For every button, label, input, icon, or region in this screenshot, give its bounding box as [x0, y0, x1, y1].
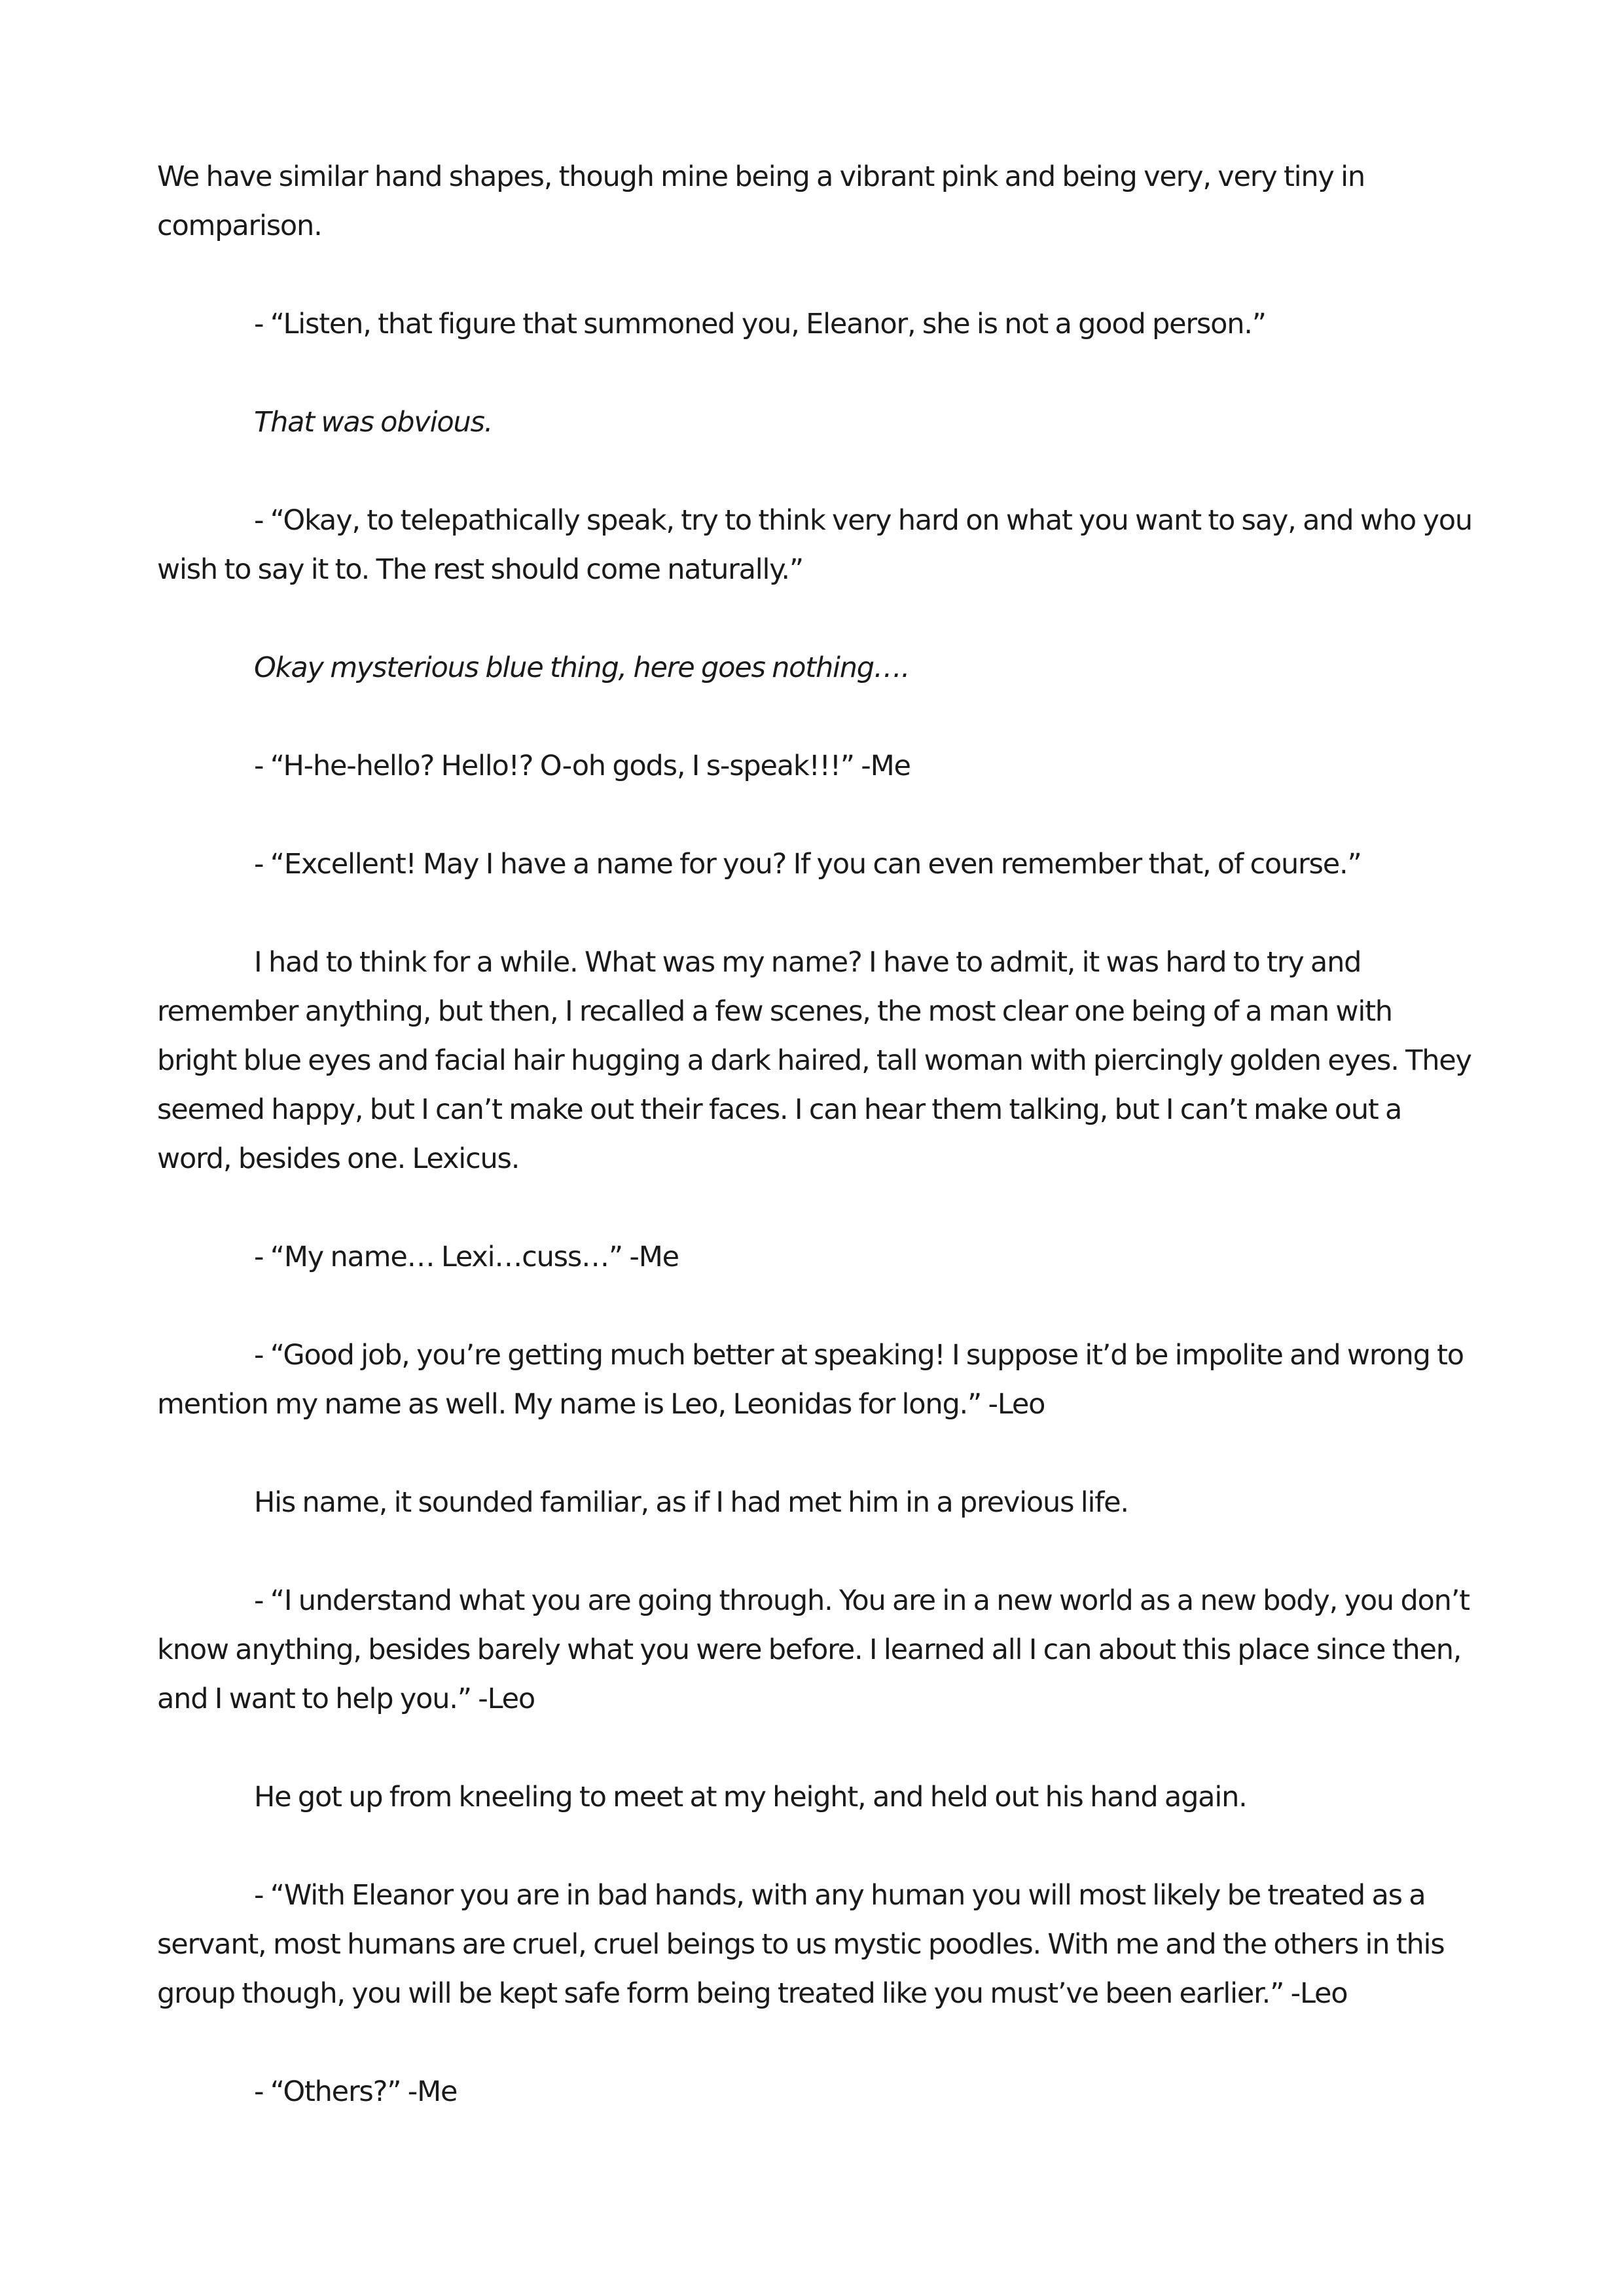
paragraph-dialogue-hello: - “H-he-hello? Hello!? O-oh gods, I s-speak!!!” -Me [254, 750, 911, 782]
paragraph-kneeling: He got up from kneeling to meet at my height, and held out his hand again. [254, 1781, 1247, 1813]
paragraph-dialogue-eleanor-warning: - “Listen, that figure that summoned you, Eleanor, she is not a good person.” [254, 308, 1266, 340]
paragraph-thought-obvious: That was obvious. [254, 406, 493, 439]
paragraph-dialogue-bad-hands: - “With Eleanor you are in bad hands, with any human you will most likely be treated as a servant, most humans are cruel, cruel beings to us mystic poodles. With me and the others in this group though, you will be kept safe form being treated like you must’ve been earlier.” -Leo [157, 1879, 1445, 2010]
paragraph-dialogue-leo-intro: - “Good job, you’re getting much better at speaking! I suppose it’d be impolite and wrong to mention my name as well. My name is Leo, Leonidas for long.” -Leo [157, 1339, 1464, 1421]
paragraph-dialogue-my-name: - “My name… Lexi…cuss…” -Me [254, 1241, 679, 1273]
paragraph-thought-here-goes: Okay mysterious blue thing, here goes nothing…. [254, 651, 910, 684]
paragraph-dialogue-name-request: - “Excellent! May I have a name for you? If you can even remember that, of course.” [254, 848, 1362, 881]
paragraph-familiar-name: His name, it sounded familiar, as if I had met him in a previous life. [254, 1486, 1128, 1519]
paragraph-dialogue-understand: - “I understand what you are going through. You are in a new world as a new body, you don’t know anything, besides barely what you were before. I learned all I can about this place since then, and I want to help you.” -Leo [157, 1584, 1470, 1715]
paragraph-dialogue-telepathy: - “Okay, to telepathically speak, try to think very hard on what you want to say, and who you wish to say it to. The rest should come naturally.” [157, 504, 1472, 586]
paragraph-memory: I had to think for a while. What was my name? I have to admit, it was hard to try and remember anything, but then, I recalled a few scenes, the most clear one being of a man with bright blue eyes and facial hair hugging a dark haired, tall woman with piercingly golden eyes. They seemed happy, but I can’t make out their faces. I can hear them talking, but I can’t make out a word, besides one. Lexicus. [157, 946, 1471, 1175]
paragraph-dialogue-others: - “Others?” -Me [254, 2075, 458, 2108]
story-body [157, 153, 1473, 2166]
paragraph-hand-shapes: We have similar hand shapes, though mine being a vibrant pink and being very, very tiny in comparison. [157, 160, 1365, 242]
